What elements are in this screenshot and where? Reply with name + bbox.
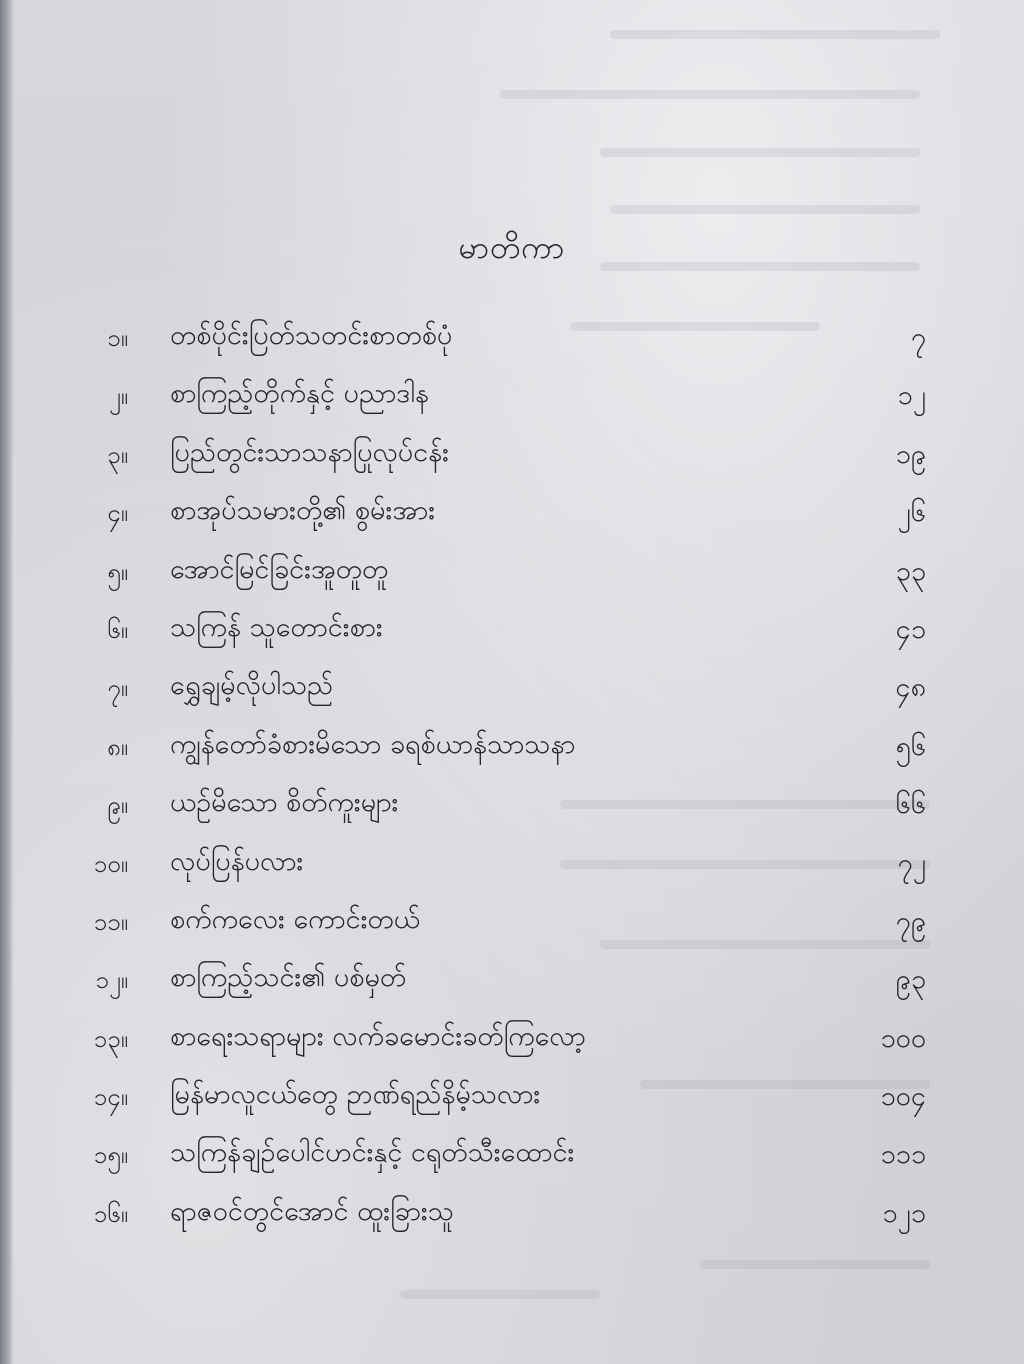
- toc-entry-title: အောင်မြင်ခြင်းအူတူတူ: [170, 553, 389, 585]
- toc-entry-number: ၁၂။: [95, 966, 128, 995]
- toc-entry-number: ၁၀။: [93, 849, 128, 878]
- toc-entry[interactable]: [70, 1125, 930, 1183]
- toc-entry-number: ၃။: [107, 440, 128, 469]
- toc-entry-title: စက်ကလေး ကောင်းတယ်: [170, 903, 420, 935]
- toc-entry-number: ၉။: [107, 791, 128, 820]
- toc-entry-number: ၇။: [107, 674, 128, 703]
- toc-entry-number: ၁၄။: [93, 1083, 128, 1112]
- toc-entry-title: တစ်ပိုင်းပြတ်သတင်းစာတစ်ပုံ: [170, 320, 453, 351]
- show-through-line: [500, 90, 920, 99]
- show-through-line: [400, 1290, 600, 1299]
- toc-entry-page: ၇၂: [897, 847, 926, 879]
- toc-entry-title: ယဉ်မိသော စိတ်ကူးများ: [170, 787, 399, 819]
- toc-entry-page: ၁၂: [897, 380, 926, 412]
- toc-entry[interactable]: [70, 308, 930, 366]
- toc-entry-number: ၁၃။: [93, 1024, 128, 1053]
- toc-entry-title: ကျွန်တော်ခံစားမိသော ခရစ်ယာန်သာသနာ: [170, 728, 576, 760]
- toc-entry-page: ၁၀၀: [880, 1022, 926, 1054]
- toc-entry[interactable]: [70, 775, 930, 833]
- toc-entry-number: ၄။: [107, 499, 128, 528]
- toc-entry-page: ၄၈: [895, 672, 926, 704]
- toc-entry-title: မြန်မာလူငယ်တွေ ဉာဏ်ရည်နိမ့်သလား: [170, 1079, 541, 1111]
- toc-entry-page: ၅၆: [895, 730, 926, 762]
- toc-entry[interactable]: [70, 717, 930, 775]
- toc-entry[interactable]: [70, 542, 930, 600]
- toc-entry-number: ၆။: [107, 615, 128, 644]
- toc-entry-number: ၁၅။: [93, 1141, 128, 1170]
- show-through-line: [600, 148, 920, 157]
- toc-entry-number: ၂။: [108, 382, 128, 411]
- toc-entry-title: စာကြည့်တိုက်နှင့် ပညာဒါန: [170, 378, 429, 410]
- toc-entry-page: ၁၀၄: [880, 1081, 926, 1113]
- toc-entry-title: သကြန် သူတောင်းစား: [170, 611, 383, 643]
- toc-entry-page: ၃၃: [895, 555, 926, 587]
- toc-entry[interactable]: [70, 892, 930, 950]
- toc-entry[interactable]: [70, 658, 930, 716]
- toc-entry-page: ၂၆: [897, 497, 926, 529]
- toc-entry[interactable]: [70, 1009, 930, 1067]
- page-binding-edge: [0, 0, 14, 1364]
- toc-entry-title: စာကြည့်သင်း၏ ပစ်မှတ်: [170, 962, 407, 994]
- toc-entry[interactable]: [70, 1067, 930, 1125]
- toc-entry-title: လုပ်ပြန်ပလား: [170, 845, 304, 877]
- toc-entry-number: ၁၁။: [93, 907, 128, 936]
- toc-entry[interactable]: [70, 1184, 930, 1242]
- toc-entry-title: စာအုပ်သမားတို့၏ စွမ်းအား: [170, 495, 436, 527]
- show-through-line: [610, 205, 920, 214]
- toc-entry-number: ၈။: [107, 732, 128, 761]
- show-through-line: [700, 1260, 930, 1269]
- toc-entry-number: ၅။: [107, 557, 128, 586]
- toc-entry-title: ရာဇဝင်တွင်အောင် ထူးခြားသူ: [170, 1195, 454, 1227]
- toc-entry-number: ၁။: [107, 324, 128, 352]
- toc-entry-page: ၆၆: [895, 789, 926, 821]
- toc-entry-title: သကြန်ချဉ်ပေါင်ဟင်းနှင့် ငရုတ်သီးထောင်း: [170, 1137, 575, 1169]
- toc-entry-title: စာရေးသရာများ လက်ခမောင်းခတ်ကြလော့: [170, 1020, 586, 1052]
- page-title: မာတိကာ: [458, 230, 566, 266]
- toc-entry-title: ရွှေချမ့်လိုပါသည်: [170, 670, 334, 702]
- table-of-contents: [70, 308, 930, 1242]
- toc-entry-page: ၁၁၁: [880, 1139, 926, 1171]
- toc-entry[interactable]: [70, 834, 930, 892]
- toc-entry-title: ပြည်တွင်းသာသနာပြုလုပ်ငန်း: [170, 436, 449, 468]
- toc-entry[interactable]: [70, 950, 930, 1008]
- toc-entry-number: ၁၆။: [93, 1199, 128, 1228]
- toc-entry-page: ၇၉: [895, 905, 926, 937]
- toc-entry[interactable]: [70, 425, 930, 483]
- toc-entry-page: ၁၉: [895, 438, 926, 470]
- toc-entry[interactable]: [70, 366, 930, 424]
- toc-entry-page: ၇: [910, 322, 926, 353]
- show-through-line: [610, 30, 940, 39]
- toc-entry[interactable]: [70, 600, 930, 658]
- toc-entry-page: ၄၁: [895, 613, 926, 645]
- toc-entry[interactable]: [70, 483, 930, 541]
- toc-entry-page: ၉၃: [895, 964, 926, 996]
- toc-entry-page: ၁၂၁: [882, 1197, 926, 1229]
